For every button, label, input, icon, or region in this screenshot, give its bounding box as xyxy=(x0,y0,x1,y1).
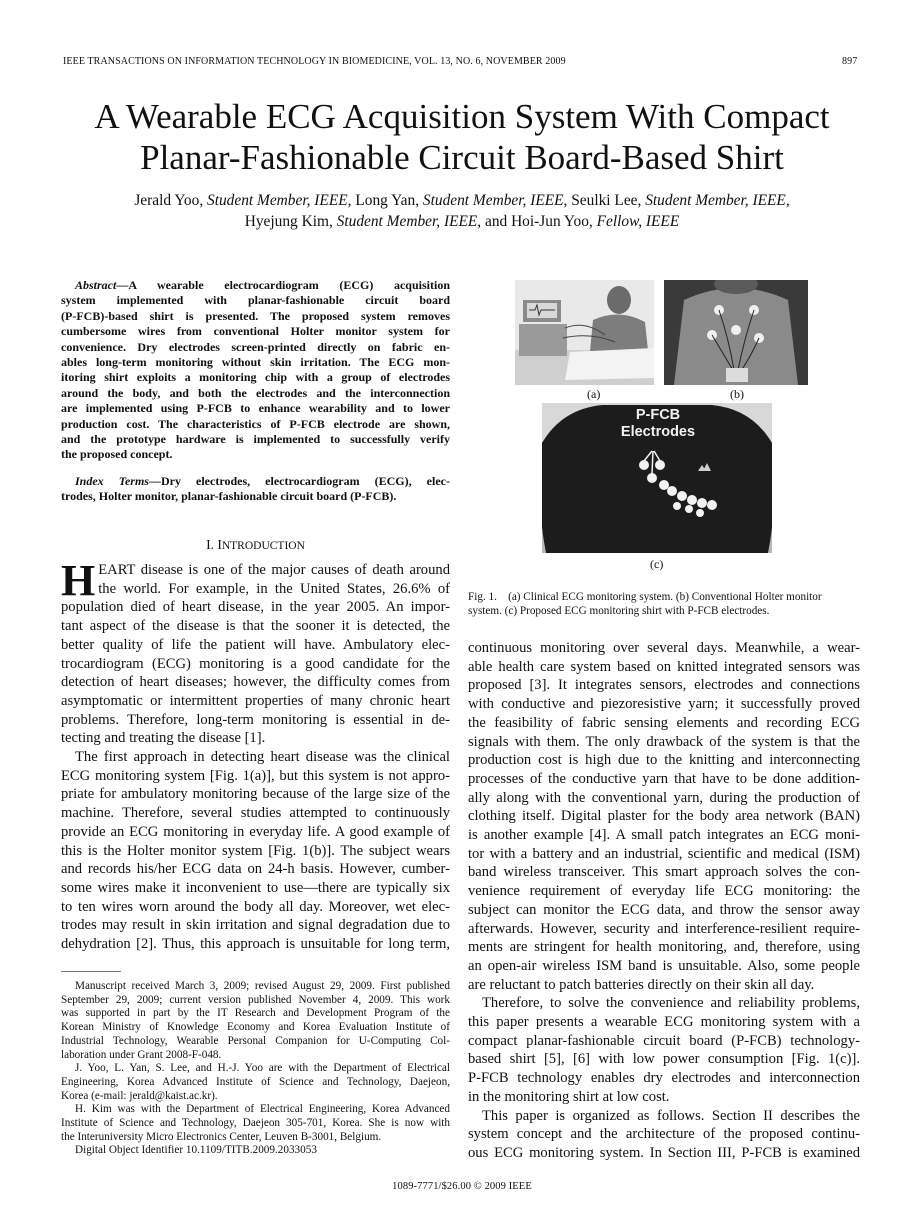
author-line-2: Hyejung Kim, Student Member, IEEE, and Hoi-Jun Yoo, Fellow, IEEE xyxy=(244,213,680,230)
author-name: Hyejung Kim xyxy=(244,213,329,230)
body-line: trocardiogram (ECG) monitoring is a good candidate for the xyxy=(61,655,450,672)
body-line: an open-air wireless ISM band is unsuitable. Also, some people xyxy=(468,957,860,974)
footnote-line: September 29, 2009; current version published November 4, 2009. This work xyxy=(61,993,450,1006)
figure-1a-image xyxy=(515,280,654,385)
body-line: system concept and the architecture of the proposed continu- xyxy=(468,1126,860,1143)
body-line: production cost is high due to the knitting and interconnecting xyxy=(468,752,860,769)
author-name: Hoi-Jun Yoo xyxy=(511,213,589,230)
right-paragraph-1 xyxy=(468,639,860,994)
body-line: priate for ambulatory monitoring because of the large size of the xyxy=(61,786,450,803)
author-role: Student Member, IEEE xyxy=(336,213,478,230)
clinical-ecg-photo xyxy=(515,280,654,385)
author-role: Student Member, IEEE xyxy=(207,192,348,209)
body-line: is another example [4]. A small patch integrates an ECG moni- xyxy=(468,827,860,844)
section-first-letter: I xyxy=(217,537,222,552)
footnote-line: Korean Ministry of Knowledge Economy and Korea Evaluation Institute of xyxy=(61,1021,450,1034)
body-line: ous ECG monitoring system. In Section III, P-FCB is examined xyxy=(468,1144,860,1161)
copyright-footer: 1089-7771/$26.00 © 2009 IEEE xyxy=(392,1181,532,1192)
body-line: trodes may result in skin irritation and signal degradation due to xyxy=(61,917,450,934)
body-line: compact planar-fashionable circuit board (P-FCB) technology- xyxy=(468,1032,860,1049)
footnote-line: H. Kim was with the Department of Electrical Engineering, Korea Advanced xyxy=(75,1103,450,1116)
footnote-line: Engineering, Korea Advanced Institute of Science and Technology, Daejeon, xyxy=(61,1075,450,1088)
body-line: with conductive and piezoresistive yarn; it successfully proved xyxy=(468,696,860,713)
shirt-text-line-1: P-FCB xyxy=(635,407,681,423)
section-heading xyxy=(61,537,450,553)
intro-paragraph-1 xyxy=(61,556,450,748)
body-line: population died of heart disease, in the year 2005. An impor- xyxy=(61,599,450,616)
figure-1c-label: (c) xyxy=(650,557,664,571)
intro-paragraph-2 xyxy=(61,748,450,954)
body-line: better quality of life the patient will have. Ambulatory elec- xyxy=(61,636,450,653)
body-line: ments are stringent for health monitoring, and, therefore, using xyxy=(468,939,860,956)
body-line: This paper is organized as follows. Section II describes the xyxy=(482,1107,860,1124)
figure-1b-label: (b) xyxy=(730,387,744,401)
section-number: I. xyxy=(206,537,214,552)
author-role: Fellow, IEEE xyxy=(596,213,680,230)
caption-line: Fig. 1. (a) Clinical ECG monitoring system. (b) Conventional Holter monitor xyxy=(468,591,822,603)
title-line-2: Planar-Fashionable Circuit Board-Based Shirt xyxy=(140,138,784,177)
abstract-label: Abstract xyxy=(75,278,117,292)
author-role: Student Member, IEEE xyxy=(422,192,564,209)
body-line: ally along with the conventional yarn, during the production of xyxy=(468,789,860,806)
body-line: asymptomatic or intermittent properties of many chronic heart xyxy=(61,692,450,709)
abstract-line: cumbersome wires from conventional Holter monitor system for xyxy=(61,324,450,339)
abstract-line: convenience. Dry electrodes screen-printed directly on fabric en- xyxy=(61,339,450,354)
body-line: this is the Holter monitor system [Fig. 1(b)]. The subject wears xyxy=(61,842,450,859)
body-line: subject can monitor the ECG data, and throw the sensor away xyxy=(468,901,860,918)
abstract-line: ables long-term monitoring without skin irritation. The ECG mon- xyxy=(61,355,450,370)
page-number: 897 xyxy=(842,56,858,67)
body-line: able health care system based on knitted integrated sensors was xyxy=(468,658,860,675)
body-line: venience requirement of everyday life ECG monitoring: the xyxy=(468,883,860,900)
body-line: The first approach in detecting heart disease was the clinical xyxy=(75,749,450,766)
drop-cap: H xyxy=(61,556,96,605)
footnote-line: J. Yoo, L. Yan, S. Lee, and H.-J. Yoo are with the Department of Electrical xyxy=(75,1062,450,1075)
author-name: Jerald Yoo xyxy=(134,192,200,209)
footnote-line: Korea (e-mail: jerald@kaist.ac.kr). xyxy=(61,1089,218,1102)
body-line: this paper presents a wearable ECG monitoring system with a xyxy=(468,1014,860,1031)
footnotes xyxy=(61,980,450,1158)
index-terms-line: trodes, Holter monitor, planar-fashionable circuit board (P-FCB). xyxy=(61,489,397,504)
author-line-1: Jerald Yoo, Student Member, IEEE, Long Yan, Student Member, IEEE, Seulki Lee, Student Member, IEEE, xyxy=(134,192,790,209)
body-line: EART disease is one of the major causes of death around xyxy=(98,562,450,578)
abstract-line: around the body, and both the electrodes and the interconnection xyxy=(61,385,450,400)
index-terms-label: Index Terms xyxy=(75,473,149,488)
abstract-line: (P-FCB)-based shirt is presented. The proposed system removes xyxy=(61,308,450,323)
paper-title xyxy=(0,96,924,178)
left-column-body xyxy=(61,556,450,954)
figure-1a-label: (a) xyxy=(587,387,601,401)
figure-1b-image xyxy=(664,280,808,385)
body-line: the world. For example, in the United States, 26.6% of xyxy=(98,580,450,597)
footnote-line: laboration under Grant 2008-F-048. xyxy=(61,1048,222,1061)
abstract-line: —A wearable electrocardiogram (ECG) acquisition xyxy=(116,278,450,292)
author-name: Long Yan xyxy=(355,192,416,209)
body-line: some wires make it inconvenient to use—there are typically six xyxy=(61,879,450,896)
body-line: ECG monitoring system [Fig. 1(a)], but this system is not appro- xyxy=(61,767,450,784)
running-header: IEEE TRANSACTIONS ON INFORMATION TECHNOLOGY IN BIOMEDICINE, VOL. 13, NO. 6, NOVEMBER 2009 xyxy=(63,56,566,67)
body-line: in the monitoring shirt at low cost. xyxy=(468,1088,670,1105)
abstract-line: itoring shirt exploits a monitoring chip with a group of electrodes xyxy=(61,370,450,385)
body-line: tor with a battery and an industrial, scientific and medical (ISM) xyxy=(468,845,860,862)
author-list xyxy=(0,190,924,232)
section-rest: NTRODUCTION xyxy=(221,540,305,552)
body-line: P-FCB technology enables dry electrodes and interconnection xyxy=(468,1070,860,1087)
body-line: processes of the conductive yarn that have to be done addition- xyxy=(468,770,860,787)
figure-1c-image xyxy=(542,403,772,553)
body-line: signals with them. The only drawback of the system is that the xyxy=(468,733,860,750)
body-line: proposed [3]. It integrates sensors, electrodes and connections xyxy=(468,677,860,694)
doi-line: Digital Object Identifier 10.1109/TITB.2009.2033053 xyxy=(75,1144,317,1157)
footnote-rule xyxy=(61,971,121,972)
footnote-line: Institute of Science and Technology, Daejeon 305-701, Korea. She is now with xyxy=(61,1117,450,1130)
body-line: afterwards. However, security and interference-resilient require- xyxy=(468,920,860,937)
body-line: to ten wires worn around the body all day. Moreover, wet elec- xyxy=(61,898,450,915)
body-line: clothing itself. Digital plaster for the body area network (BAN) xyxy=(468,808,860,825)
abstract-line: system implemented with planar-fashionable circuit board xyxy=(61,293,450,308)
body-line: and records his/her ECG data on 24-h basis. However, cumber- xyxy=(61,861,450,878)
right-paragraph-3 xyxy=(468,1107,860,1163)
author-name: Seulki Lee xyxy=(571,192,638,209)
body-line: tecting and treating the disease [1]. xyxy=(61,730,266,747)
body-line: based shirt [5], [6] with low power consumption [Fig. 1(c)]. xyxy=(468,1051,860,1068)
footnote-line: Industrial Technology, Wearable Personal Companion for U-Computing Col- xyxy=(61,1034,450,1047)
body-line: provide an ECG monitoring in everyday life. A good example of xyxy=(61,823,450,840)
body-line: machine. Therefore, several studies attempted to continuously xyxy=(61,805,450,822)
figure-1-caption xyxy=(468,590,860,618)
abstract-line: and the prototype hardware is implemented to successfully verify xyxy=(61,432,450,447)
index-terms-line: —Dry electrodes, electrocardiogram (ECG), elec- xyxy=(148,473,450,488)
footnote-line: the Interuniversity Micro Electronics Center, Leuven B-3001, Belgium. xyxy=(61,1130,382,1143)
right-column-body xyxy=(468,639,860,1163)
abstract-line: production cost. The characteristics of P-FCB electrode are shown, xyxy=(61,416,450,431)
body-line: detection of heart diseases; however, the difficulty comes from xyxy=(61,674,450,691)
shirt-text-line-2: Electrodes xyxy=(620,424,696,440)
body-line: Therefore, to solve the convenience and reliability problems, xyxy=(482,995,860,1012)
body-line: tant aspect of the disease is that the sooner it is detected, the xyxy=(61,618,450,635)
shirt-overlay-text xyxy=(608,407,708,441)
body-line: dehydration [2]. Thus, this approach is unsuitable for long term, xyxy=(61,936,450,953)
abstract xyxy=(61,278,450,505)
body-line: problems. Therefore, long-term monitoring is essential in de- xyxy=(61,711,450,728)
caption-line: system. (c) Proposed ECG monitoring shirt with P-FCB electrodes. xyxy=(468,605,770,617)
footnote-line: Manuscript received March 3, 2009; revised August 29, 2009. First published xyxy=(75,980,450,992)
title-line-1: A Wearable ECG Acquisition System With Compact xyxy=(94,97,830,136)
holter-monitor-photo xyxy=(664,280,808,385)
author-role: Student Member, IEEE xyxy=(645,192,786,209)
body-line: band wireless transceiver. This smart approach solves the con- xyxy=(468,864,860,881)
body-line: continuous monitoring over several days. Meanwhile, a wear- xyxy=(468,640,860,656)
abstract-line: are implemented using P-FCB to enhance wearability and to lower xyxy=(61,401,450,416)
body-line: the feasibility of fabric sensing elements and recording ECG xyxy=(468,714,860,731)
abstract-line: the proposed concept. xyxy=(61,447,173,462)
right-paragraph-2 xyxy=(468,994,860,1106)
footnote-line: was supported in part by the IT Research and Development Program of the xyxy=(61,1007,450,1020)
body-line: are reluctant to patch batteries directly on their skin all day. xyxy=(468,976,815,993)
